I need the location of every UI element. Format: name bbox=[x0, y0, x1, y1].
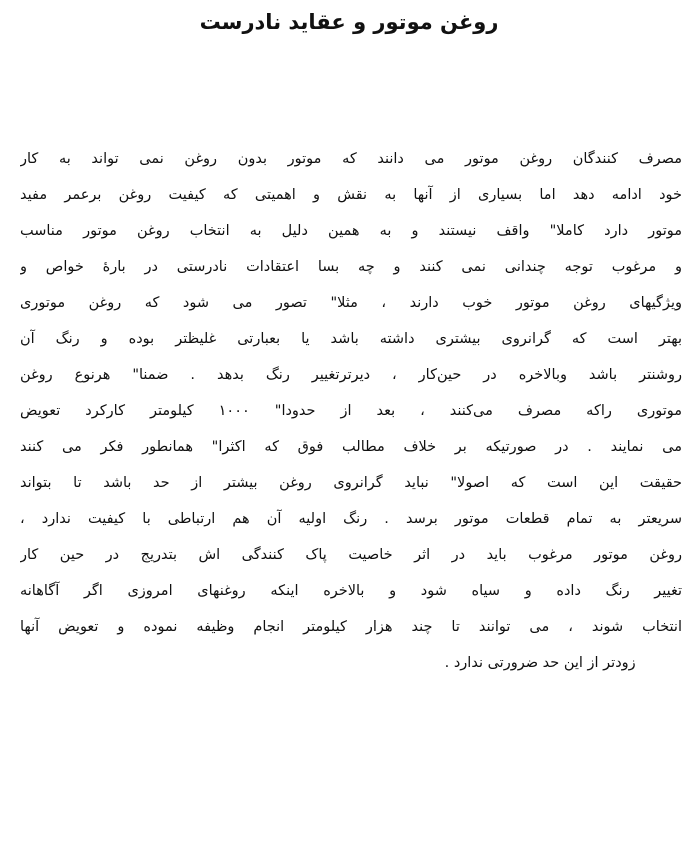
text-line: می نمایند . در صورتیکه بر خلاف مطالب فوق که اکثرا" همانطور فکر می کنند bbox=[20, 439, 682, 455]
text-line: بهتر است که گرانروی بیشتری داشته باشد یا بعبارتی غلیظتر بوده و رنگ آن bbox=[20, 331, 682, 347]
text-line: سریعتر به تمام قطعات موتور برسد . رنگ اولیه آن هم ارتباطی با کیفیت ندارد ، bbox=[20, 511, 682, 527]
text-line: زودتر از این حد ضرورتی ندارد . bbox=[444, 655, 636, 671]
document-title: روغن موتور و عقاید نادرست bbox=[199, 10, 499, 34]
text-line: موتوری راکه مصرف می‌کنند ، بعد از حدودا" ۱۰۰۰ کیلومتر کارکرد تعویض bbox=[20, 403, 682, 419]
text-line: روغن موتور مرغوب باید در اثر خاصیت پاک کنندگی اش بتدریج در حین کار bbox=[20, 547, 682, 563]
text-line: مصرف کنندگان روغن موتور می دانند که موتور بدون روغن نمی تواند به کار bbox=[20, 151, 682, 167]
text-line: تغییر رنگ داده و سیاه شود و بالاخره اینکه روغنهای امروزی اگر آگاهانه bbox=[20, 583, 682, 599]
text-line: و مرغوب توجه چندانی نمی کنند و چه بسا اعتقادات نادرستی در بارهٔ خواص و bbox=[20, 259, 682, 275]
text-line: روشنتر باشد وبالاخره در حین‌کار ، دیرترتغییر رنگ بدهد . ضمنا" هرنوع روغن bbox=[20, 367, 682, 383]
body-paragraph bbox=[20, 141, 682, 681]
text-line: موتور دارد کاملا" واقف نیستند و به همین دلیل به انتخاب روغن موتور مناسب bbox=[20, 223, 682, 239]
text-line: خود ادامه دهد اما بسیاری از آنها به نقش و اهمیتی که کیفیت روغن برعمر مفید bbox=[20, 187, 682, 203]
text-line: حقیقت این است که اصولا" نباید گرانروی روغن بیشتر از حد باشد تا بتواند bbox=[20, 475, 682, 491]
text-line: ویژگیهای روغن موتور خوب دارند ، مثلا" تصور می شود که روغن موتوری bbox=[20, 295, 682, 311]
text-line: انتخاب شوند ، می توانند تا چند هزار کیلومتر انجام وظیفه نموده و تعویض آنها bbox=[20, 619, 682, 635]
